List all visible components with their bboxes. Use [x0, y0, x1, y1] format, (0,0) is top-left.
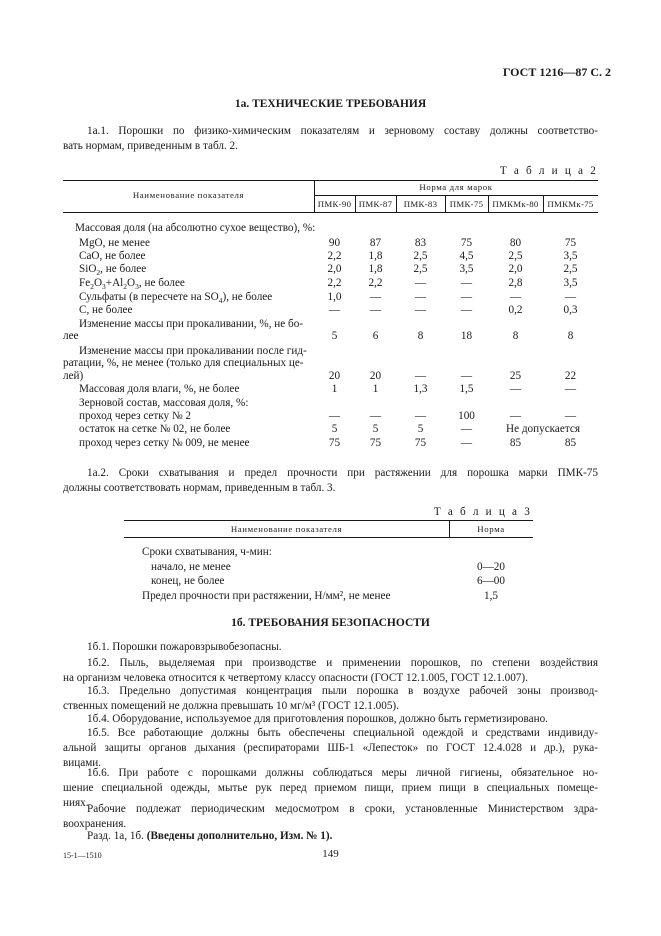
table-cell: 5 — [417, 423, 424, 435]
paragraph-line: должны соответствовать нормам, приведенным в табл. 3. — [63, 482, 336, 495]
table-row-label: $Fe_2O_3+Al_2O_3$, не более — [79, 277, 185, 292]
table-row-label: Изменение массы при прокаливании, %, не бо- — [79, 318, 304, 330]
table-row-label: остаток на сетке № 02, не более — [79, 423, 231, 435]
column-header-parameter: Наименование показателя — [132, 190, 245, 200]
paragraph-line: вать нормам, приведенным в табл. 2. — [63, 140, 238, 153]
table-cell: — — [414, 410, 427, 422]
table-row-label: проход через сетку № 009, не менее — [79, 437, 250, 449]
section-1b-paragraph — [63, 684, 598, 714]
table-cell: 1,0 — [327, 291, 342, 303]
brand-header: ПМК-90 — [317, 199, 352, 209]
paragraph-line: ниях. — [63, 797, 89, 810]
table-cell: — — [509, 291, 522, 303]
table-cell: — — [414, 370, 427, 382]
table-cell: 6 — [372, 330, 379, 342]
table-cell: 3,5 — [563, 250, 578, 262]
table-rule — [314, 195, 598, 196]
table-cell: 0,2 — [508, 304, 523, 316]
table-cell: 5 — [331, 423, 338, 435]
table-cell: 8 — [512, 330, 519, 342]
table-cell: 75 — [369, 437, 382, 449]
column-header-norm: Норма — [477, 524, 505, 534]
paragraph-line: Рабочие подлежат периодическим медосмотром в сроки, установленные Министерством здра- — [87, 803, 598, 815]
table-cell: 85 — [564, 437, 577, 449]
table-cell: 2,2 — [327, 250, 342, 262]
table-3-caption: Т а б л и ц а 3 — [433, 506, 532, 518]
table-cell: 2,5 — [563, 263, 578, 275]
section-1b-paragraph — [63, 712, 598, 727]
table-cell: — — [369, 291, 382, 303]
document-header: ГОСТ 1216—87 С. 2 — [502, 65, 611, 79]
table-cell: 8 — [567, 330, 574, 342]
paragraph-line: вицами. — [63, 757, 102, 770]
table-cell: 1,5 — [459, 383, 474, 395]
brand-header: ПМКМк-80 — [492, 199, 539, 209]
table-cell: 2,5 — [413, 250, 428, 262]
table-cell: 8 — [417, 330, 424, 342]
table-cell: 3,5 — [459, 263, 474, 275]
column-header-parameter: Наименование показателя — [230, 524, 343, 534]
table-cell: — — [328, 410, 341, 422]
table-cell: 1,3 — [413, 383, 428, 395]
table-rule — [63, 212, 598, 213]
table-cell: 0,3 — [563, 304, 578, 316]
table-cell: 25 — [509, 370, 522, 382]
table-cell: — — [509, 410, 522, 422]
table-cell: 2,2 — [368, 277, 383, 289]
table-row-label: SiO$_2$, не более — [79, 263, 147, 278]
table-cell: — — [460, 291, 473, 303]
table-row-label: проход через сетку № 2 — [79, 410, 192, 422]
paragraph-line: альной защиты органов дыхания (респираторами ШБ-1 «Лепесток» по ГОСТ 12.4.028 и др.), рука- — [63, 742, 598, 755]
paragraph-1a2 — [63, 466, 598, 496]
note-prefix: Разд. 1а, 1б. — [87, 830, 147, 842]
section-1b-paragraph — [63, 802, 598, 832]
section-1a-title: 1а. ТЕХНИЧЕСКИЕ ТРЕБОВАНИЯ — [234, 98, 427, 110]
table-cell: 75 — [564, 237, 577, 249]
table-cell: — — [414, 291, 427, 303]
table-rule — [124, 537, 533, 538]
column-header-norm: Норма для марок — [419, 182, 493, 192]
paragraph-line: на организм человека относится к четвертому классу опасности (ГОСТ 12.1.005, ГОСТ 12.1.007). — [63, 672, 528, 685]
table-cell: 4,5 — [459, 250, 474, 262]
paragraph-line: ственных помещений не должна превышать 10 мг/м³ (ГОСТ 12.1.005). — [63, 700, 399, 713]
table-cell: — — [414, 304, 427, 316]
table-row-label: начало, не менее — [151, 561, 231, 573]
table-row-label: Предел прочности при растяжении, Н/мм², не менее — [142, 590, 391, 602]
table-cell: 75 — [460, 237, 473, 249]
table-row-label: ратации, %, не менее (только для специальных це- — [63, 357, 304, 369]
brand-header: ПМК-75 — [449, 199, 484, 209]
table-cell: — — [414, 277, 427, 289]
paragraph-line: воохранения. — [63, 818, 127, 831]
table-cell: 90 — [328, 237, 341, 249]
table-cell: — — [369, 304, 382, 316]
section-1b-paragraph — [63, 726, 598, 772]
paragraph-line: 1б.4. Оборудование, используемое для приготовления порошков, должно быть герметизировано. — [87, 713, 548, 725]
table-cell: 1,8 — [368, 250, 383, 262]
table-cell: 1 — [372, 383, 379, 395]
table-row-label: С, не более — [79, 304, 133, 316]
paragraph-line: 1а.1. Порошки по физико-химическим показателям и зерновому составу должны соответство- — [87, 125, 598, 137]
table-cell: — — [509, 383, 522, 395]
table-rule — [63, 180, 598, 181]
table-cell: — — [460, 277, 473, 289]
table-cell: — — [564, 410, 577, 422]
table-row-label: Сроки схватывания, ч-мин: — [142, 546, 272, 558]
table-cell: 5 — [331, 330, 338, 342]
table-cell: 75 — [414, 437, 427, 449]
table-cell: 75 — [328, 437, 341, 449]
table-cell: 1,5 — [484, 590, 498, 602]
table-row-label: CaO, не более — [79, 250, 146, 262]
table-cell: 83 — [414, 237, 427, 249]
section-1b-paragraph — [63, 640, 598, 655]
table-row-label: Массовая доля (на абсолютно сухое вещество), %: — [75, 222, 316, 234]
amendment-note — [63, 829, 598, 844]
table-cell: 87 — [369, 237, 382, 249]
page-number: 149 — [322, 848, 339, 860]
table-cell: — — [460, 304, 473, 316]
paragraph-line: шение специальной одежды, мытье рук перед приемом пищи, прием пищи в специальных помеще- — [63, 782, 598, 795]
table-row-label: Массовая доля влаги, %, не более — [79, 383, 240, 395]
table-cell: 2,0 — [327, 263, 342, 275]
table-cell: 1 — [331, 383, 338, 395]
paragraph-line: 1а.2. Сроки схватывания и предел прочности при растяжении для порошка марки ПМК-75 — [87, 467, 598, 479]
note-bold: (Введены дополнительно, Изм. № 1). — [146, 830, 333, 842]
table-cell: — — [564, 291, 577, 303]
paragraph-line: 1б.3. Предельно допустимая концентрация пыли порошка в воздухе рабочей зоны производ- — [87, 685, 598, 697]
paragraph-line: 1б.2. Пыль, выделяемая при производстве и применении порошков, по степени воздействия — [87, 657, 598, 669]
table-cell: 6—00 — [477, 575, 505, 587]
table-cell: 0—20 — [477, 561, 505, 573]
table-2-caption: Т а б л и ц а 2 — [499, 165, 598, 177]
table-cell: — — [369, 410, 382, 422]
table-row-label: Сульфаты (в пересчете на $SO_4$), не более — [79, 291, 273, 306]
table-row-label: конец, не более — [151, 575, 225, 587]
table-cell: 85 — [509, 437, 522, 449]
table-cell: 5 — [372, 423, 379, 435]
table-cell: 1,8 — [368, 263, 383, 275]
table-row-label: лей) — [63, 370, 84, 382]
table-cell: 20 — [328, 370, 341, 382]
section-1b-paragraph — [63, 656, 598, 686]
table-row-label: Изменение массы при прокаливании после гид- — [79, 345, 307, 357]
table-cell: 3,5 — [563, 277, 578, 289]
table-cell: 2,8 — [508, 277, 523, 289]
brand-header: ПМК-83 — [403, 199, 438, 209]
brand-header: ПМК-87 — [358, 199, 393, 209]
table-cell: 18 — [460, 330, 473, 342]
table-cell: 2,0 — [508, 263, 523, 275]
table-rule — [124, 520, 533, 521]
table-row-label: Зерновой состав, массовая доля, %: — [79, 397, 249, 409]
table-cell-merged: Не допускается — [505, 423, 580, 435]
table-cell: 20 — [369, 370, 382, 382]
paragraph-line: 1б.5. Все работающие должны быть обеспечены специальной одеждой и средствами индивиду- — [87, 727, 598, 739]
table-cell: — — [460, 423, 473, 435]
paragraph-1a1 — [63, 124, 598, 154]
section-1b-title: 1б. ТРЕБОВАНИЯ БЕЗОПАСНОСТИ — [231, 617, 430, 629]
table-cell: 80 — [509, 237, 522, 249]
table-cell: 22 — [564, 370, 577, 382]
table-row-label: MgO, не менее — [79, 237, 150, 249]
footer-code: 15-1—1510 — [63, 851, 102, 860]
table-cell: — — [564, 383, 577, 395]
table-cell: 2,5 — [508, 250, 523, 262]
table-cell: 2,2 — [327, 277, 342, 289]
table-row-label: лее — [63, 330, 79, 342]
table-cell: — — [460, 437, 473, 449]
table-cell: — — [328, 304, 341, 316]
paragraph-line: 1б.6. При работе с порошками должны соблюдаться меры личной гигиены, обязательное но- — [87, 767, 598, 779]
table-cell: — — [460, 370, 473, 382]
table-cell: 2,5 — [413, 263, 428, 275]
brand-header: ПМКМк-75 — [547, 199, 594, 209]
table-cell: 100 — [458, 410, 475, 422]
paragraph-line: 1б.1. Порошки пожаровзрывобезопасны. — [87, 641, 282, 653]
